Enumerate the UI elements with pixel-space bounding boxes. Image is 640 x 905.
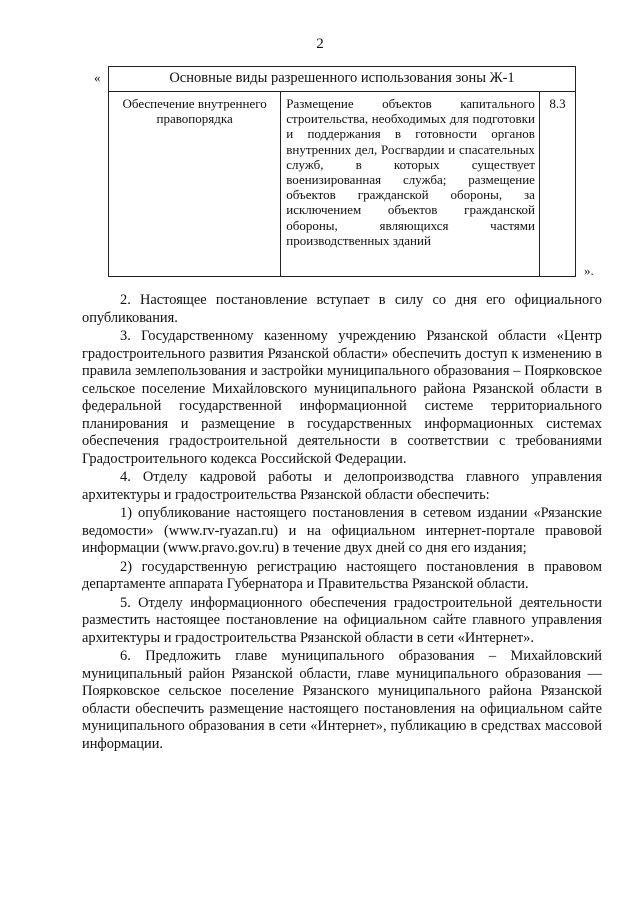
usage-name-cell: Обеспечение внутреннего правопорядка <box>109 92 281 277</box>
table-header: Основные виды разрешенного использования зоны Ж-1 <box>109 67 576 92</box>
paragraph-4-2: 2) государственную регистрацию настоящего постановления в правовом департаменте аппарата Губернатора и Правительства Рязанской области. <box>82 558 602 592</box>
table-row <box>109 92 576 277</box>
opening-quote: « <box>94 70 101 85</box>
paragraph-4: 4. Отделу кадровой работы и делопроизводства главного управления архитектуры и градостроительства Рязанской области обеспечить: <box>82 469 602 503</box>
paragraph-4-1: 1) опубликование настоящего постановления в сетевом издании «Рязанские ведомости» (www.rv-ryazan.ru) и на официальном интернет-портале правовой информации (www.pravo.gov.ru) в течение двух дней со дня его издания; <box>82 505 602 556</box>
paragraph-2: 2. Настоящее постановление вступает в силу со дня его официального опубликования. <box>82 292 602 326</box>
usage-description-cell: Размещение объектов капитального строительства, необходимых для подготовки и поддержания в готовности органов внутренних дел, Росгвардии и спасательных служб, в которых существует военизированная служба; размещение объектов гражданской обороны, за исключением объектов гражданской обороны, являющихся частями производственных зданий <box>281 92 540 277</box>
page-number: 2 <box>316 36 324 52</box>
body-text <box>82 292 602 753</box>
zone-usage-table <box>108 66 576 277</box>
closing-quote: ». <box>584 263 594 278</box>
paragraph-3: 3. Государственному казенному учреждению Рязанской области «Центр градостроительного развития Рязанской области» обеспечить доступ к изменению в правила землепользования и застройки муниципального образования – Поярковское сельское поселение Михайловского муниципального района Рязанской области в федеральной государственной информационной системе территориального планирования и размещение в государственных информационных системах обеспечения градостроительной деятельности в соответствии с требованиями Градостроительного кодекса Российской Федерации. <box>82 328 602 467</box>
usage-code-cell: 8.3 <box>539 92 575 277</box>
paragraph-6: 6. Предложить главе муниципального образования – Михайловский муниципальный район Рязанской области, главе муниципального образования — Поярковское сельское поселение Рязанского муниципального района Рязанской области обеспечить размещение настоящего постановления на официальном сайте муниципального образования в сети «Интернет», публикацию в средствах массовой информации. <box>82 648 602 752</box>
table-header-row <box>109 67 576 92</box>
paragraph-5: 5. Отделу информационного обеспечения градостроительной деятельности разместить настоящее постановление на официальном сайте главного управления архитектуры и градостроительства Рязанской области в сети «Интернет». <box>82 594 602 646</box>
